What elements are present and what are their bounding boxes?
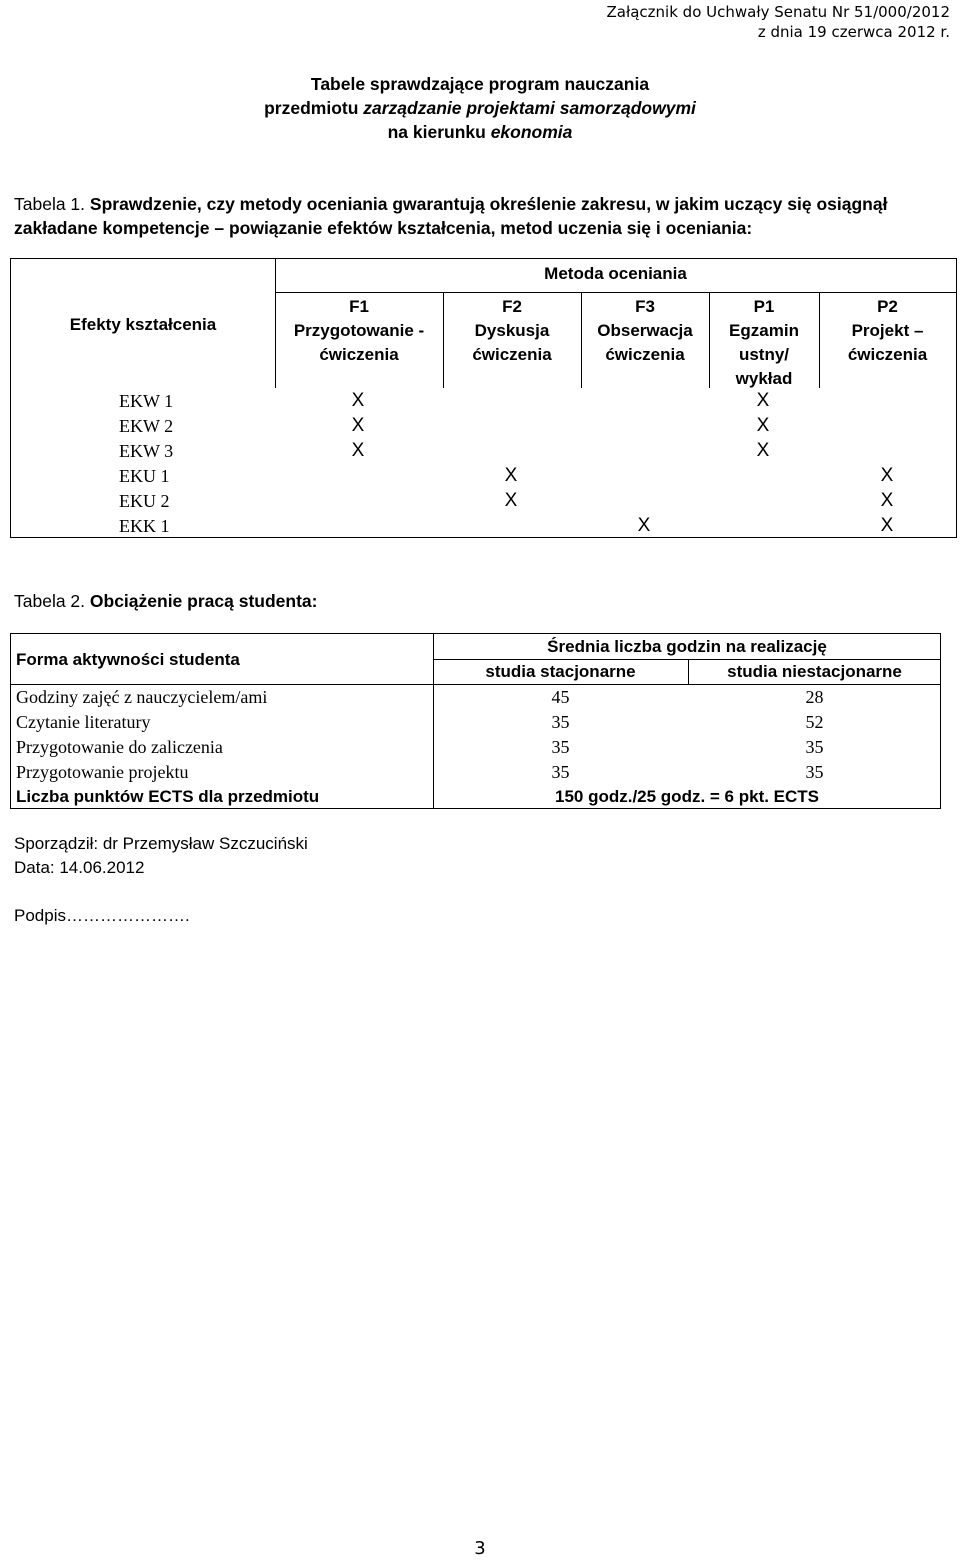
title-line-2 — [0, 96, 960, 120]
column-header-f1 — [275, 295, 443, 367]
effect-code: EKU 1 — [119, 466, 170, 486]
column-name: Przygotowanie - — [293, 321, 425, 340]
assessment-methods-table — [10, 258, 957, 538]
part-time-hours: 35 — [805, 737, 824, 757]
subject-name: zarządzanie projektami samorządowymi — [363, 98, 696, 118]
column-code: P2 — [877, 297, 898, 316]
part-time-hours: 52 — [805, 712, 824, 732]
effect-code: EKW 3 — [119, 441, 174, 461]
column-header-p1 — [709, 295, 819, 391]
column-code: F1 — [349, 297, 369, 316]
author-line: Sporządził: dr Przemysław Szczuciński — [14, 834, 308, 853]
method-mark: X — [756, 415, 770, 436]
ects-total-label: Liczba punktów ECTS dla przedmiotu — [16, 787, 320, 806]
table2-caption — [14, 589, 317, 613]
column-code: F3 — [635, 297, 655, 316]
page-number: 3 — [474, 1538, 486, 1559]
signature-line: Podpis…………………. — [14, 906, 190, 925]
date-line: Data: 14.06.2012 — [14, 858, 145, 877]
effect-code: EKU 2 — [119, 491, 170, 511]
effect-code: EKW 1 — [119, 391, 174, 411]
row-header: Efekty kształcenia — [69, 315, 217, 334]
divider — [275, 292, 956, 293]
ects-total-value: 150 godz./25 godz. = 6 pkt. ECTS — [554, 787, 820, 806]
table1-caption — [14, 192, 954, 240]
attachment-line-2: z dnia 19 czerwca 2012 r. — [757, 23, 950, 41]
column-header-f2 — [443, 295, 581, 367]
column-sub: ćwiczenia — [319, 345, 399, 364]
group-header: Metoda oceniania — [544, 264, 687, 283]
activity-label: Godziny zajęć z nauczycielem/ami — [16, 687, 268, 707]
method-mark: X — [880, 490, 894, 511]
column-name: Obserwacja — [597, 321, 693, 340]
column-name: Dyskusja — [474, 321, 550, 340]
method-mark: X — [756, 390, 770, 411]
full-time-hours: 35 — [551, 762, 570, 782]
part-time-hours: 28 — [805, 687, 824, 707]
activity-column-header: Forma aktywności studenta — [16, 650, 240, 669]
part-time-hours: 35 — [805, 762, 824, 782]
column-name: Egzamin — [729, 321, 799, 340]
title-line-1: Tabele sprawdzające program nauczania — [310, 74, 650, 94]
workload-table — [10, 633, 941, 809]
method-mark: X — [637, 515, 651, 536]
full-time-hours: 35 — [551, 712, 570, 732]
table2-caption-lead: Tabela 2. — [14, 591, 90, 611]
method-mark: X — [756, 440, 770, 461]
part-time-header: studia niestacjonarne — [727, 662, 902, 681]
column-code: P1 — [753, 297, 775, 316]
activity-label: Przygotowanie do zaliczenia — [16, 737, 223, 757]
column-header-p2 — [819, 295, 956, 367]
activity-label: Przygotowanie projektu — [16, 762, 189, 782]
column-code: F2 — [502, 297, 522, 316]
column-sub2: wykład — [735, 369, 793, 388]
attachment-note — [607, 2, 951, 42]
column-sub: ćwiczenia — [472, 345, 552, 364]
full-time-hours: 45 — [551, 687, 570, 707]
column-sub: ćwiczenia — [847, 345, 928, 364]
column-sub: ćwiczenia — [605, 345, 685, 364]
effect-code: EKW 2 — [119, 416, 174, 436]
title-line-3 — [0, 120, 960, 144]
full-time-header: studia stacjonarne — [485, 662, 636, 681]
table2-caption-text: Obciążenie pracą studenta: — [89, 591, 318, 611]
title-line-2-prefix: przedmiotu — [264, 98, 364, 118]
column-sub: ustny/ — [738, 345, 790, 364]
table1-caption-text: Sprawdzenie, czy metody oceniania gwarantują określenie zakresu, w jakim uczący się osiągnął zakładane kompetencje – powiązanie efektów kształcenia, metod uczenia się i oceniania: — [14, 194, 888, 238]
method-mark: X — [504, 465, 518, 486]
full-time-hours: 35 — [551, 737, 570, 757]
method-mark: X — [351, 390, 365, 411]
method-mark: X — [351, 440, 365, 461]
hours-group-header: Średnia liczba godzin na realizację — [547, 637, 827, 656]
method-mark: X — [880, 515, 894, 536]
effect-code: EKK 1 — [119, 516, 170, 536]
table1-caption-lead: Tabela 1. — [14, 194, 90, 214]
activity-label: Czytanie literatury — [16, 712, 151, 732]
field-name: ekonomia — [490, 122, 573, 142]
method-mark: X — [351, 415, 365, 436]
method-mark: X — [880, 465, 894, 486]
document-title — [0, 72, 960, 144]
column-header-f3 — [581, 295, 709, 367]
method-mark: X — [504, 490, 518, 511]
attachment-line-1: Załącznik do Uchwały Senatu Nr 51/000/2012 — [606, 3, 950, 21]
title-line-3-prefix: na kierunku — [387, 122, 491, 142]
column-name: Projekt – — [851, 321, 924, 340]
